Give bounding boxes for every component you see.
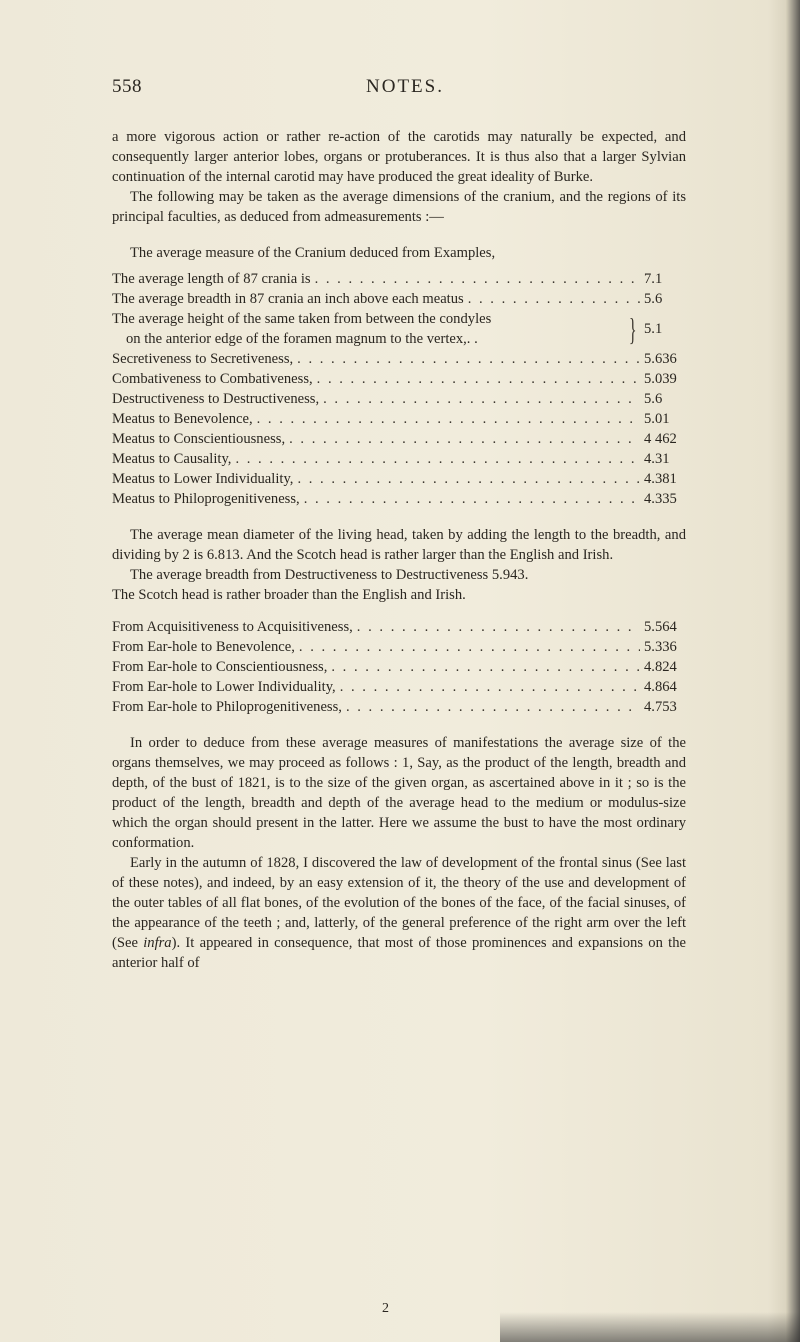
row-value: 4 462 [644,431,677,447]
ear-hole-measure-table [112,617,686,717]
table-row [112,469,686,489]
leader-dots [346,697,640,717]
row-label: From Ear-hole to Benevolence, [112,639,295,655]
table-row [112,637,686,657]
table-row [112,269,686,289]
row-label: The average breadth in 87 crania an inch above each meatus [112,291,464,307]
table-row-braced [112,309,686,349]
page-header [0,76,800,106]
table-row [112,449,686,469]
page-number: 558 [112,76,142,97]
row-label: From Ear-hole to Philoprogenitiveness, [112,699,342,715]
row-label: Secretiveness to Secretiveness, [112,351,294,367]
table1-heading: The average measure of the Cranium deduced from Examples, [130,245,496,261]
row-label: Combativeness to Combativeness, [112,371,313,387]
row-label: Meatus to Causality, [112,451,232,467]
table-row [112,677,686,697]
row-value: 5.1 [644,320,663,337]
table-row [112,657,686,677]
leader-dots [315,269,640,289]
table-row [112,389,686,409]
row-value: 4.864 [644,679,677,695]
text-run: Early in the autumn of 1828, I discovered the law of development of the frontal sinus (See last of these notes), and indeed, by an easy extension of it, the theory of the use and development of the outer tables of all flat bones, of the evolution of the bones of the face, of the facial sinuses, of the appearance of the teeth ; and, latterly, of the general preference of the right arm over the left (See [112,855,686,951]
table-row [112,349,686,369]
row-value: 4.381 [644,471,677,487]
row-value: 4.753 [644,699,677,715]
leader-dots [304,489,640,509]
row-label: Destructiveness to Destructiveness, [112,391,320,407]
table-row [112,489,686,509]
leader-dots [297,349,640,369]
leader-dots [289,429,640,449]
row-value: 4.31 [644,451,670,467]
paragraph-following: The following may be taken as the average dimensions of the cranium, and the regions of its principal faculties, as deduced from admeasurements :— [112,189,686,225]
table-row [112,289,686,309]
table-row [112,409,686,429]
leader-dots [299,637,640,657]
italic-run: infra [143,935,172,951]
leader-dots [331,657,640,677]
braced-line-1: The average height of the same taken from between the condyles [112,311,492,327]
row-label: Meatus to Philoprogenitiveness, [112,491,300,507]
row-value: 4.335 [644,491,677,507]
row-value: 5.01 [644,411,670,427]
table-row [112,617,686,637]
row-value: 4.824 [644,659,677,675]
paragraph-mean-diameter: The average mean diameter of the living head, taken by adding the length to the breadth, and dividing by 2 is 6.813. And the Scotch head is rather larger than the English and Irish. [112,527,686,563]
page-edge-shadow [786,0,800,1342]
row-value: 5.636 [644,351,677,367]
leader-dots [297,469,640,489]
row-label: From Ear-hole to Lower Individuality, [112,679,336,695]
row-label: From Acquisitiveness to Acquisitiveness, [112,619,353,635]
row-label: Meatus to Conscientiousness, [112,431,286,447]
curly-brace-glyph: } [628,311,637,347]
leader-dots [323,389,640,409]
leader-dots [257,409,640,429]
row-label: Meatus to Lower Individuality, [112,471,294,487]
leader-dots [317,369,640,389]
running-head: NOTES. [366,76,444,97]
leader-dots [468,289,640,309]
row-value: 5.336 [644,639,677,655]
page-corner-shadow [500,1312,800,1342]
cranium-measure-table [112,269,686,509]
row-value: 5.6 [644,391,663,407]
paragraph-early-autumn [112,853,686,973]
row-value: 5.564 [644,619,677,635]
paragraph-order: In order to deduce from these average measures of manifestations the average size of the organs themselves, we may proceed as follows : 1, Say, as the product of the length, breadth and depth, of the bust of 1821, is to the size of the given organ, as ascertained above in it ; so is the product of the length, breadth and depth of the average head to the medium or modulus-size which the organ should present in the latter. Here we assume the bust to have the most ordinary conformation. [112,735,686,851]
signature-mark: 2 [382,1301,389,1316]
text-run: ). It appeared in consequence, that most of those prominences and expansions on the anterior half of [112,935,686,971]
row-label: The average length of 87 crania is [112,271,311,287]
paragraph-intro: a more vigorous action or rather re-action of the carotids may naturally be expected, and consequently larger anterior lobes, organs or protuberances. It is thus also that a larger Sylvian continuation of the internal carotid may have produced the great ideality of Burke. [112,129,686,185]
row-value: 5.6 [644,291,663,307]
row-value: 7.1 [644,271,663,287]
leader-dots [357,617,640,637]
row-label: Meatus to Benevolence, [112,411,253,427]
paragraph-breadth: The average breadth from Destructiveness to Destructiveness 5.943. [130,567,529,583]
page-body [112,127,686,973]
table-row [112,369,686,389]
leader-dots [235,449,640,469]
paragraph-breadth-continued: The Scotch head is rather broader than the English and Irish. [112,587,466,603]
row-label: From Ear-hole to Conscientiousness, [112,659,328,675]
table-row [112,697,686,717]
braced-line-2: on the anterior edge of the foramen magnum to the vertex,. . [126,331,478,347]
leader-dots [340,677,640,697]
table-row [112,429,686,449]
row-value: 5.039 [644,371,677,387]
